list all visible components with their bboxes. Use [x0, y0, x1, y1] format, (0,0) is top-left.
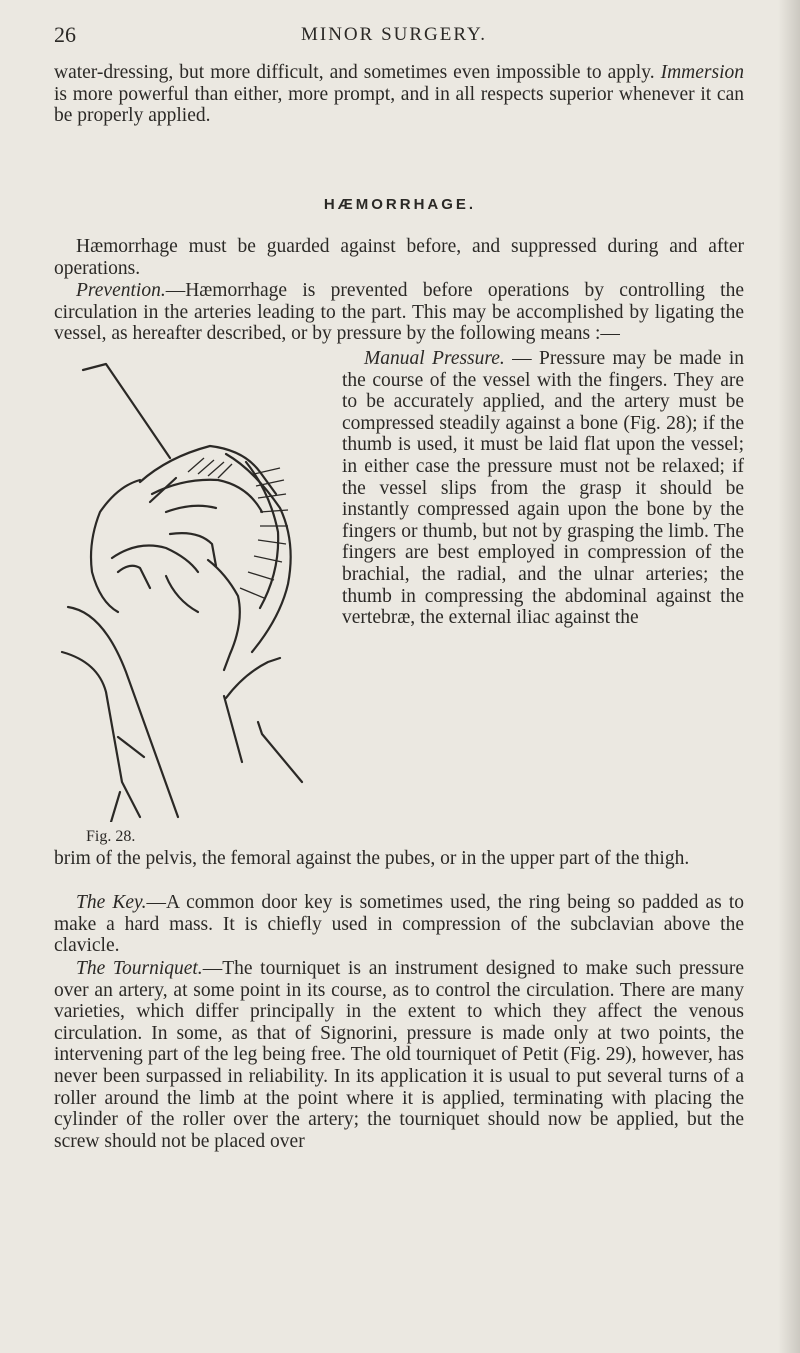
paragraph-prevention	[54, 280, 744, 345]
section-heading: HÆMORRHAGE.	[323, 196, 477, 213]
tourniquet-term: The Tourniquet.	[76, 958, 203, 979]
paragraph-haemorrhage-intro: Hæmorrhage must be guarded against before, and suppressed during and after operations.	[54, 236, 744, 279]
figure-28-hand-compression	[48, 362, 338, 822]
paragraph-manual-pressure-continued: brim of the pelvis, the femoral against the pubes, or in the upper part of the thigh.	[54, 848, 690, 869]
intro-text-a: water-dressing, but more difficult, and sometimes even impossible to apply.	[54, 62, 661, 83]
intro-text-b: is more powerful than either, more prompt, and in all respects superior whenever it can be properly applied.	[54, 83, 744, 127]
page-header	[54, 16, 734, 56]
key-text: —A common door key is sometimes used, the ring being so padded as to make a hard mass. It is chiefly used in compression of the subclavian above the clavicle.	[54, 892, 744, 957]
page-number: 26	[54, 22, 76, 47]
prevention-term: Prevention.	[76, 280, 166, 301]
running-head: MINOR SURGERY.	[300, 24, 488, 45]
intro-paragraph	[54, 62, 744, 127]
figure-caption: Fig. 28.	[86, 828, 136, 845]
paragraph-tourniquet	[54, 958, 744, 1152]
paragraph-key	[54, 892, 744, 957]
hand-illustration	[48, 362, 338, 822]
manual-pressure-term: Manual Pressure.	[364, 348, 505, 369]
prevention-text: —Hæmorrhage is prevented before operations by controlling the circulation in the arteries leading to the part. This may be accomplished by ligating the vessel, as hereafter described, or by pressure by the following means :—	[54, 280, 744, 345]
manual-pressure-text: — Pressure may be made in the course of the vessel with the fingers. They are to be accurately applied, and the artery must be compressed steadily against a bone (Fig. 28); if the thumb is used, it must be laid flat upon the vessel; in either case the pressure must not be relaxed; if the vessel slips from the grasp it should be instantly compressed again upon the bone by the fingers or thumb, but not by grasping the limb. The fingers are best employed in compression of the brachial, the radial, and the ulnar arteries; the thumb in compressing the abdominal against the vertebræ, the external iliac against the	[342, 348, 744, 629]
key-term: The Key.	[76, 892, 147, 913]
tourniquet-text: —The tourniquet is an instrument designed to make such pressure over an artery, at some point in its course, as to control the circulation. There are many varieties, which differ principally in the extent to which they affect the venous circulation. In some, as that of Signorini, pressure is made only at two points, the intervening part of the leg being free. The old tourniquet of Petit (Fig. 29), however, has never been surpassed in reliability. In its application it is usual to put several turns of a roller around the limb at the point where it is applied, terminating with placing the cylinder of the roller over the artery; the tourniquet should now be applied, but the screw should not be placed over	[54, 958, 744, 1152]
paragraph-manual-pressure	[342, 348, 744, 629]
immersion-term: Immersion	[660, 62, 744, 83]
